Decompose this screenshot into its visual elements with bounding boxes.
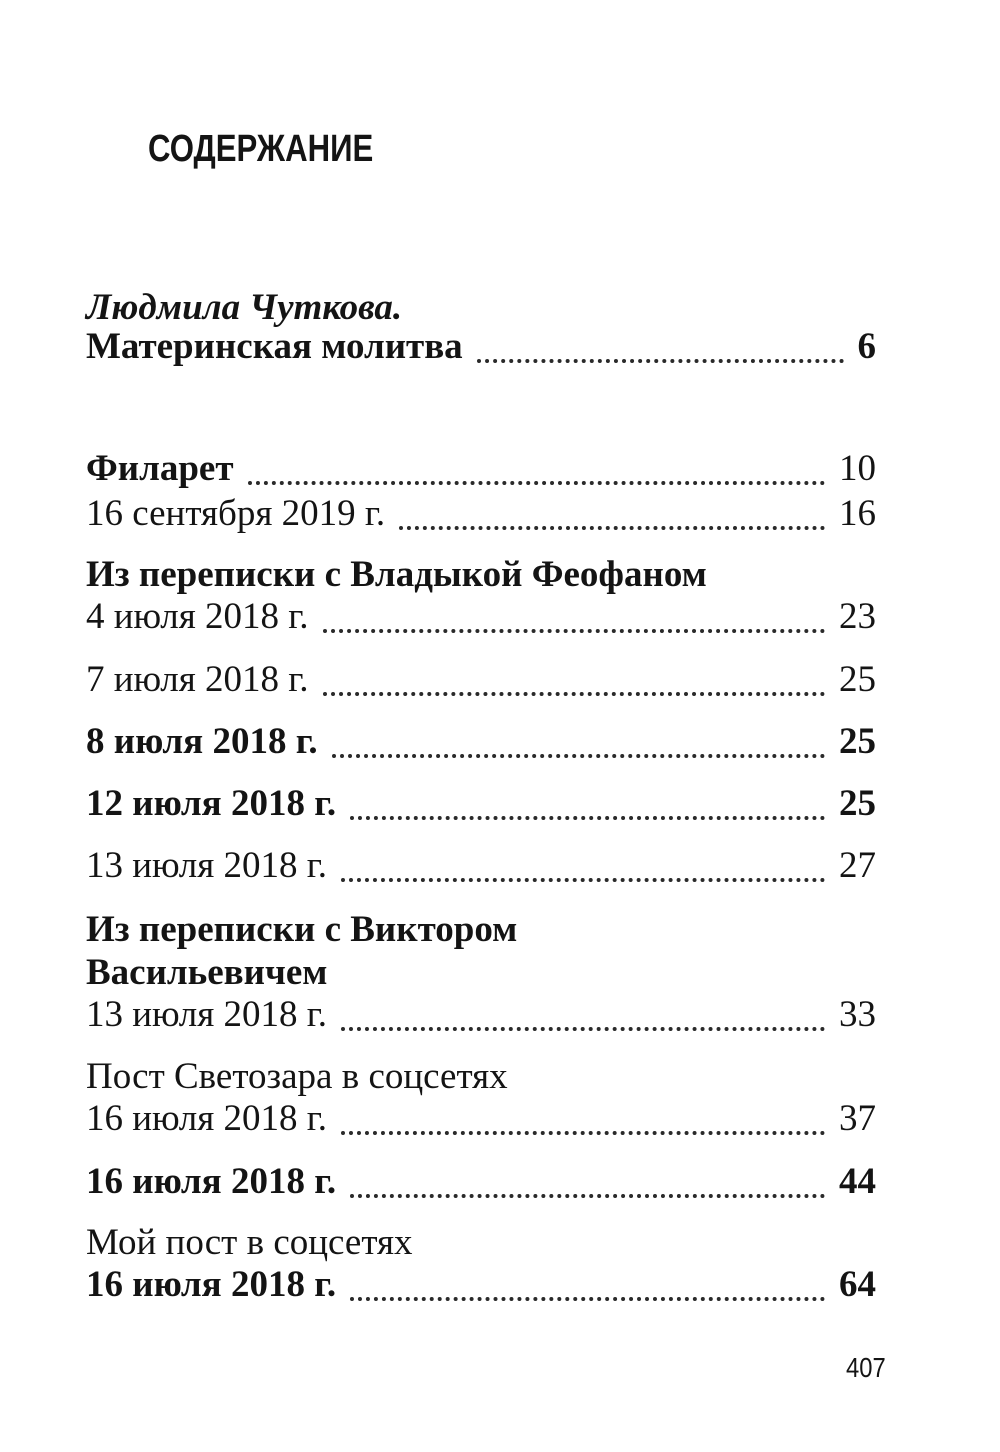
section-heading: Мой пост в соцсетях xyxy=(86,1222,413,1263)
toc-entry xyxy=(86,489,876,539)
toc-entry-title: 13 июля 2018 г. xyxy=(86,845,328,886)
section-heading: Из переписки с Владыкой Феофаном xyxy=(86,554,707,595)
leader-dots xyxy=(350,812,825,820)
toc-entry-page: 10 xyxy=(839,448,876,489)
toc-entry xyxy=(86,592,876,642)
toc-entry xyxy=(86,1094,876,1144)
leader-dots xyxy=(399,522,825,530)
toc-entry-title: Филарет xyxy=(86,448,234,489)
toc-entry xyxy=(86,1157,876,1207)
toc-entry-title: 7 июля 2018 г. xyxy=(86,659,309,700)
toc-entry-page: 37 xyxy=(839,1098,876,1139)
section-heading: Васильевичем xyxy=(86,952,328,993)
toc-entry-title: 16 июля 2018 г. xyxy=(86,1161,337,1202)
toc-entry-page: 27 xyxy=(839,845,876,886)
leader-dots xyxy=(341,1023,825,1031)
section-heading: Из переписки с Виктором xyxy=(86,909,518,950)
toc-entry xyxy=(86,655,876,705)
leader-dots xyxy=(350,1293,825,1301)
toc-entry-title: Материнская молитва xyxy=(86,326,463,367)
leader-dots xyxy=(323,625,825,633)
leader-dots xyxy=(341,874,825,882)
toc-entry xyxy=(86,444,876,494)
toc-entry-title: 16 июля 2018 г. xyxy=(86,1098,328,1139)
toc-entry-page: 6 xyxy=(857,326,876,367)
toc-entry xyxy=(86,841,876,891)
toc-entry-page: 33 xyxy=(839,994,876,1035)
leader-dots xyxy=(248,477,825,485)
leader-dots xyxy=(323,688,825,696)
toc-entry-title: 16 сентября 2019 г. xyxy=(86,493,386,534)
leader-dots xyxy=(341,1127,825,1135)
toc-entry xyxy=(86,322,876,372)
toc-entry-title: 4 июля 2018 г. xyxy=(86,596,309,637)
page-number: 407 xyxy=(846,1352,886,1383)
section-heading: Пост Светозара в соцсетях xyxy=(86,1056,508,1097)
toc-entry-title: 8 июля 2018 г. xyxy=(86,721,318,762)
toc-entry-page: 25 xyxy=(839,721,876,762)
author-name: Людмила Чуткова. xyxy=(86,287,403,328)
toc-entry xyxy=(86,779,876,829)
toc-entry-page: 64 xyxy=(839,1264,876,1305)
toc-entry-title: 16 июля 2018 г. xyxy=(86,1264,337,1305)
toc-entry-page: 16 xyxy=(839,493,876,534)
toc-entry-page: 23 xyxy=(839,596,876,637)
toc-entry-page: 25 xyxy=(839,783,876,824)
toc-entry xyxy=(86,1260,876,1310)
page-title: СОДЕРЖАНИЕ xyxy=(148,128,374,170)
toc-entry-title: 13 июля 2018 г. xyxy=(86,994,328,1035)
toc-entry-page: 44 xyxy=(839,1161,876,1202)
toc-entry-title: 12 июля 2018 г. xyxy=(86,783,337,824)
leader-dots xyxy=(477,355,844,363)
leader-dots xyxy=(332,750,825,758)
leader-dots xyxy=(350,1190,825,1198)
toc-entry xyxy=(86,990,876,1040)
toc-entry xyxy=(86,717,876,767)
toc-entry-page: 25 xyxy=(839,659,876,700)
